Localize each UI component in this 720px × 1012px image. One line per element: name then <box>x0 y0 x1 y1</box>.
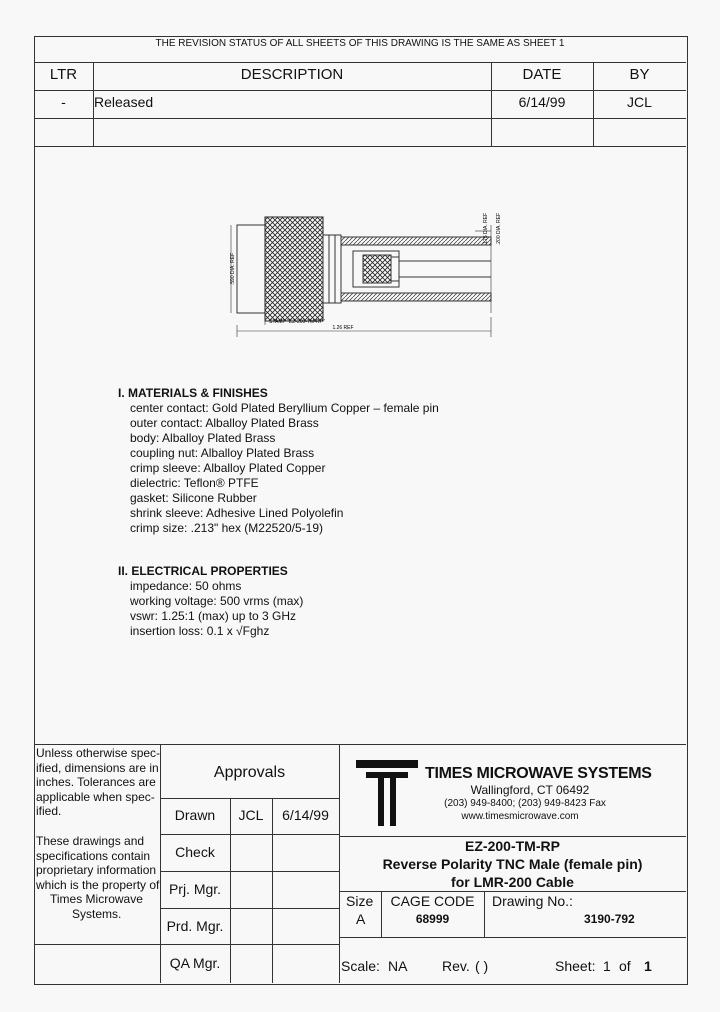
part-number: EZ-200-TM-RP <box>465 838 560 854</box>
material-item: dielectric: Teflon® PTFE <box>130 476 259 490</box>
company-web: www.timesmicrowave.com <box>461 811 579 822</box>
sheet-value: 1 <box>603 958 611 974</box>
size-value: A <box>356 911 366 927</box>
dim-right-1: .175 DIA. REF <box>483 212 489 246</box>
material-item: crimp sleeve: Alballoy Plated Copper <box>130 461 326 475</box>
rev-header-by: BY <box>629 66 650 83</box>
part-description: Reverse Polarity TNC Male (female pin) <box>382 856 643 872</box>
rev-label: Rev. <box>442 958 470 974</box>
dim-height-label: .590 DIA. REF <box>230 252 236 286</box>
electrical-list <box>130 579 303 639</box>
cage-code-label: CAGE CODE <box>390 893 475 909</box>
company-name: TIMES MICROWAVE SYSTEMS <box>425 765 652 782</box>
electrical-item: working voltage: 500 vrms (max) <box>130 594 304 608</box>
scale-label: Scale: <box>341 958 380 974</box>
material-item: crimp size: .213" hex (M22520/5-19) <box>130 521 324 535</box>
of-value: 1 <box>644 958 652 974</box>
sheet-label: Sheet: <box>555 958 596 974</box>
company-city: Wallingford, CT 06492 <box>470 783 590 797</box>
tolerance-note: Unless otherwise spec- ified, dimensions are in inches. Tolerances are applicable when spec- ified. <box>36 746 161 818</box>
rev-row-description: Released <box>94 94 154 110</box>
materials-heading: I. MATERIALS & FINISHES <box>118 386 268 400</box>
part-description-2: for LMR-200 Cable <box>451 874 574 890</box>
approval-role: Prd. Mgr. <box>166 918 224 934</box>
rev-row-date: 6/14/99 <box>518 94 566 110</box>
drawing-no-label: Drawing No.: <box>492 893 573 909</box>
approvals-title: Approvals <box>213 764 286 781</box>
material-item: body: Alballoy Plated Brass <box>130 431 276 445</box>
cage-code-value: 68999 <box>415 912 450 926</box>
rev-value: ( ) <box>475 958 489 974</box>
approval-name: JCL <box>238 807 264 823</box>
approval-role: Drawn <box>174 807 216 823</box>
stamp-label: STAMP "EZ-200-TM-RP" <box>269 319 325 325</box>
material-item: coupling nut: Alballoy Plated Brass <box>130 446 315 460</box>
material-item: gasket: Silicone Rubber <box>130 491 257 505</box>
dim-right-2: .200 DIA. REF <box>496 212 502 246</box>
materials-list <box>130 401 439 536</box>
electrical-item: impedance: 50 ohms <box>130 579 242 593</box>
rev-header-date: DATE <box>522 66 562 83</box>
approval-date: 6/14/99 <box>282 807 329 823</box>
drawing-no-value: 3190-792 <box>584 912 635 926</box>
connector-drawing <box>225 205 515 345</box>
times-logo-icon <box>356 760 418 826</box>
material-item: center contact: Gold Plated Beryllium Copper – female pin <box>130 401 439 415</box>
material-item: outer contact: Alballoy Plated Brass <box>130 416 319 430</box>
rev-row-by: JCL <box>627 94 652 110</box>
rev-row-ltr: - <box>61 94 66 110</box>
size-label: Size <box>346 893 374 909</box>
company-phone: (203) 949-8400; (203) 949-8423 Fax <box>444 798 606 809</box>
dim-length-label: 1.26 REF <box>332 325 354 331</box>
proprietary-note: These drawings and specifications contain proprietary information which is the property of Times Microwave Systems. <box>36 834 160 921</box>
of-label: of <box>619 958 631 974</box>
scale-value: NA <box>388 958 408 974</box>
revision-status-note: THE REVISION STATUS OF ALL SHEETS OF THIS DRAWING IS THE SAME AS SHEET 1 <box>155 38 565 49</box>
approval-role: Check <box>175 844 215 860</box>
rev-header-ltr: LTR <box>49 66 78 83</box>
electrical-item: vswr: 1.25:1 (max) up to 3 GHz <box>130 609 297 623</box>
approval-role: Prj. Mgr. <box>168 881 222 897</box>
electrical-item: insertion loss: 0.1 x √Fghz <box>130 624 270 638</box>
rev-header-description: DESCRIPTION <box>240 66 344 83</box>
approval-role: QA Mgr. <box>169 955 221 971</box>
electrical-heading: II. ELECTRICAL PROPERTIES <box>118 564 288 578</box>
material-item: shrink sleeve: Adhesive Lined Polyolefin <box>130 506 344 520</box>
